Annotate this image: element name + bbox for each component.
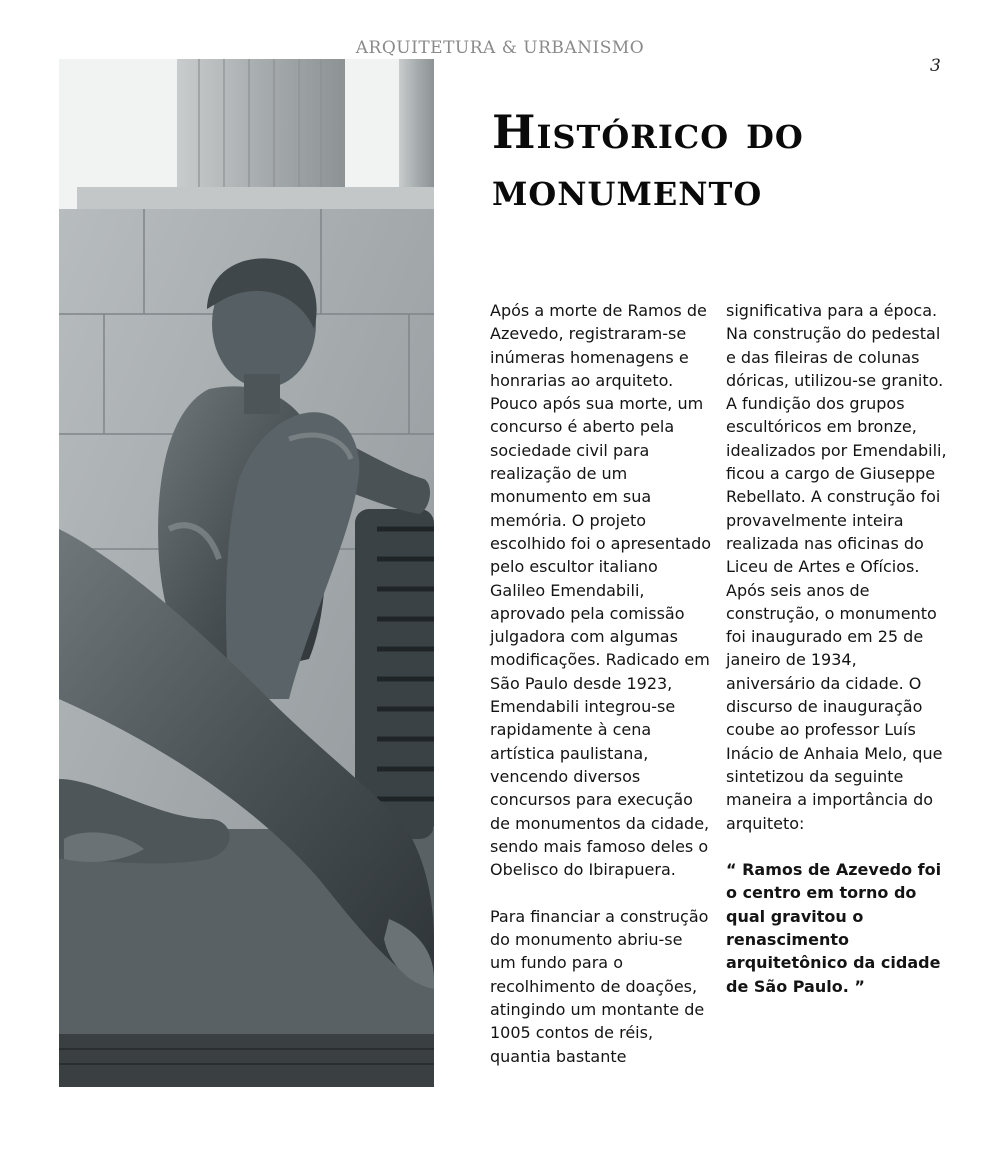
text-column-2	[726, 299, 948, 1021]
statue-photo	[59, 59, 434, 1087]
paragraph: significativa para a época. Na construção do pedestal e das fileiras de colunas dóricas, utilizou-se granito. A fundição dos grupos escultóricos em bronze, idealizados por Emendabili, ficou a cargo de Giuseppe Rebellato. A construção foi provavelmente inteira realizada nas oficinas do Liceu de Artes e Ofícios. Após seis anos de construção, o monumento foi inaugurado em 25 de janeiro de 1934, aniversário da cidade. O discurso de inauguração coube ao professor Luís Inácio de Anhaia Melo, que sintetizou da seguinte maneira a importância do arquiteto:	[726, 301, 947, 833]
text-column-1	[490, 299, 712, 1091]
pull-quote: “ Ramos de Azevedo foi o centro em torno do qual gravitou o renascimento arquitetônico da cidade de São Paulo. ”	[726, 860, 942, 996]
section-header: ARQUITETURA & URBANISMO	[355, 38, 645, 58]
paragraph: Para financiar a construção do monumento abriu-se um fundo para o recolhimento de doações, atingindo um montante de 1005 contos de réis, quantia bastante	[490, 906, 709, 1066]
page-number: 3	[930, 56, 941, 76]
page-title: Histórico do monumento	[492, 105, 804, 216]
paragraph: Após a morte de Ramos de Azevedo, registraram-se inúmeras homenagens e honrarias ao arquiteto. Pouco após sua morte, um concurso é aberto pela sociedade civil para realização de um monumento em sua memória. O projeto escolhido foi o apresentado pelo escultor italiano Galileo Emendabili, aprovado pela comissão julgadora com algumas modificações. Radicado em São Paulo desde 1923, Emendabili integrou-se rapidamente à cena artística paulistana, vencendo diversos concursos para execução de monumentos da cidade, sendo mais famoso deles o Obelisco do Ibirapuera.	[490, 301, 712, 880]
